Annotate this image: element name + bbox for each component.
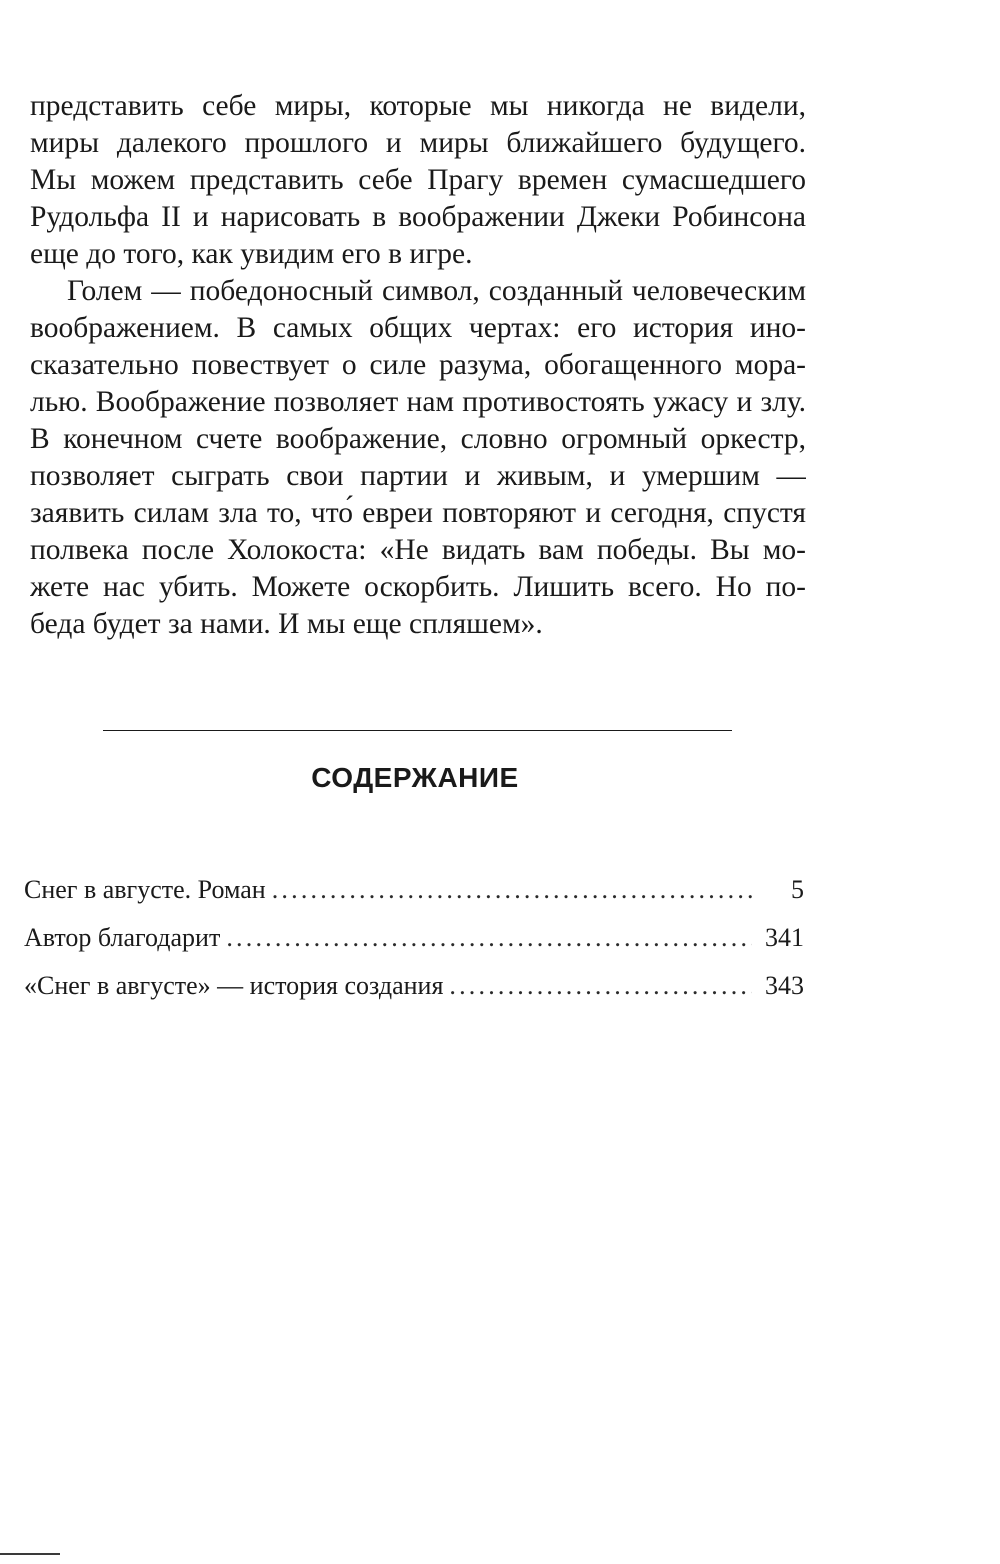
- toc-entry[interactable]: [24, 918, 804, 966]
- toc-entry[interactable]: [24, 966, 804, 1014]
- text-line: представить себе миры, которые мы никогда не видели,: [30, 90, 806, 122]
- text-line: сказательно повествует о силе разума, обогащенного мора-: [30, 349, 806, 381]
- section-divider: [103, 730, 732, 731]
- toc-entry-page: 343: [765, 971, 804, 1000]
- text-line: жете нас убить. Можете оскорбить. Лишить всего. Но по-: [30, 571, 806, 603]
- text-line: еще до того, как увидим его в игре.: [30, 238, 473, 270]
- text-line: воображением. В самых общих чертах: его история ино-: [30, 312, 806, 344]
- toc-leader-dots: [449, 966, 752, 1006]
- toc-entry-label: Снег в августе. Роман: [24, 875, 266, 904]
- toc-entry-label: Автор благодарит: [24, 923, 221, 952]
- toc-entry[interactable]: [24, 870, 804, 918]
- text-line: Рудольфа II и нарисовать в воображении Джеки Робинсона: [30, 201, 806, 233]
- body-text: [30, 88, 806, 643]
- toc-entry-label: «Снег в августе» — история создания: [24, 971, 444, 1000]
- scan-edge-mark: [0, 1553, 60, 1555]
- toc-entry-page: 5: [791, 875, 804, 904]
- text-line-paragraph-start: Голем — победоносный символ, созданный человеческим: [67, 275, 806, 307]
- text-line: беда будет за нами. И мы еще спляшем».: [30, 608, 543, 640]
- text-line: позволяет сыграть свои партии и живым, и умершим —: [30, 460, 806, 492]
- text-line: заявить силам зла то, что́ евреи повторяют и сегодня, спустя: [30, 497, 806, 529]
- toc-entry-page: 341: [765, 923, 804, 952]
- text-line: миры далекого прошлого и миры ближайшего будущего.: [30, 127, 806, 159]
- text-line: полвека после Холокоста: «Не видать вам победы. Вы мо-: [30, 534, 806, 566]
- toc-title: СОДЕРЖАНИЕ: [311, 762, 519, 793]
- toc-leader-dots: [226, 918, 752, 958]
- text-line: лью. Воображение позволяет нам противостоять ужасу и злу.: [30, 386, 806, 418]
- toc-leader-dots: [272, 870, 752, 910]
- text-line: В конечном счете воображение, словно огромный оркестр,: [30, 423, 806, 455]
- table-of-contents: [24, 870, 804, 1014]
- text-line: Мы можем представить себе Прагу времен сумасшедшего: [30, 164, 806, 196]
